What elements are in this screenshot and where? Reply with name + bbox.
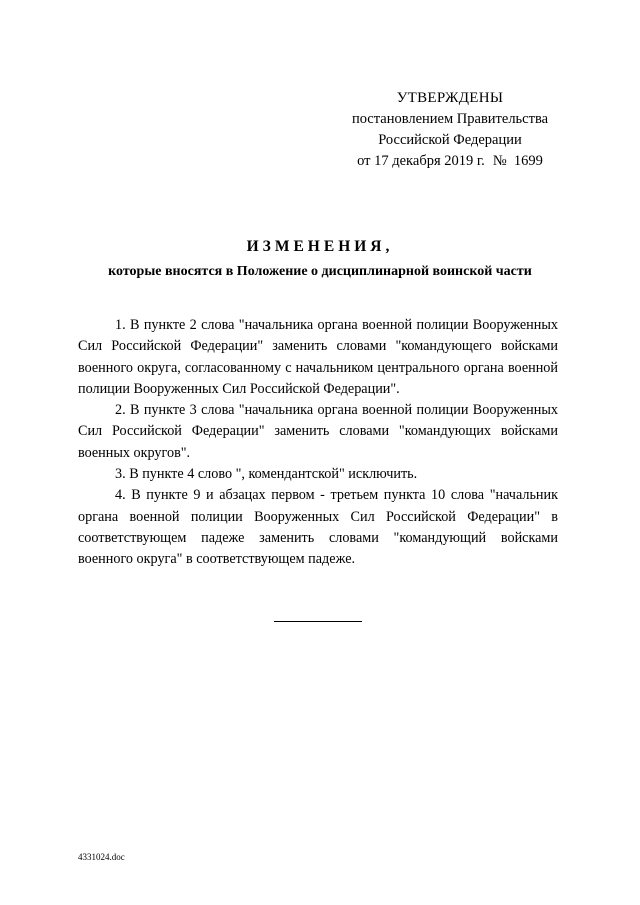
paragraph-3: 3. В пункте 4 слово ", комендантской" исключить.	[115, 466, 418, 483]
document-subtitle: которые вносятся в Положение о дисциплинарной воинской части	[108, 264, 532, 279]
approval-line-decree: постановлением Правительства	[351, 111, 549, 127]
document-title: ИЗМЕНЕНИЯ,	[246, 238, 394, 255]
file-code: 4331024.doc	[78, 852, 125, 862]
document-body	[78, 315, 558, 571]
approved-heading: УТВЕРЖДЕНЫ	[396, 90, 504, 106]
end-divider-line	[274, 621, 362, 622]
approval-line-government: Российской Федерации	[378, 132, 522, 148]
approval-date-line	[330, 151, 570, 172]
paragraph-1: 1. В пункте 2 слова "начальника органа военной полиции Вооруженных Сил Российской Федерации" заменить словами "командующего войсками военного округа, согласованному с начальником центрального органа военной полиции Вооруженных Сил Российской Федерации".	[78, 317, 558, 397]
decree-date: от 17 декабря 2019 г.	[357, 153, 485, 169]
paragraph-2: 2. В пункте 3 слова "начальника органа военной полиции Вооруженных Сил Российской Федерации" заменить словами "командующих войсками военных округов".	[78, 402, 558, 461]
decree-number: № 1699	[492, 153, 543, 169]
document-title-block	[60, 236, 580, 283]
approval-stamp	[330, 88, 570, 172]
paragraph-4: 4. В пункте 9 и абзацах первом - третьем пункта 10 слова "начальник органа военной полиции Вооруженных Сил Российской Федерации" в соответствующем падеже заменить словами "командующий войсками военного округа" в соответствующем падеже.	[78, 487, 558, 568]
